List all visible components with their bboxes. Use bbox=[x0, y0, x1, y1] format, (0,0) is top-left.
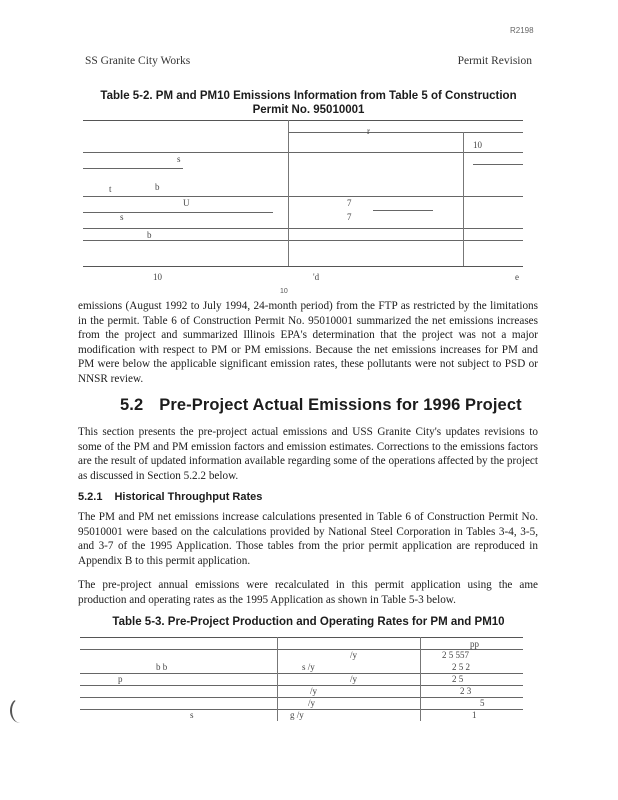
table-fragment: 7 bbox=[347, 198, 352, 208]
subsection-title: Historical Throughput Rates bbox=[114, 491, 263, 503]
table-fragment: b bbox=[155, 182, 160, 192]
header-left: SS Granite City Works bbox=[85, 55, 191, 67]
section-heading bbox=[120, 396, 522, 415]
table-fragment: r bbox=[367, 126, 370, 136]
scan-artifact-mark bbox=[10, 698, 30, 723]
paragraph: emissions (August 1992 to July 1994, 24-month period) from the FTP as restricted by the limitations in the permit. Table 6 of Construction Permit No. 95010001 summarized the net emissions increases from the project and summarized Illinois EPA's determination that the project was not a major modification with respect to PM or PM emissions. Because the net emissions increases for PM and PM were below the applicable significant emission rates, these pollutants were not subject to PSD or NNSR review. bbox=[78, 300, 538, 385]
section-title: Pre-Project Actual Emissions for 1996 Project bbox=[159, 396, 522, 414]
page-id: R2198 bbox=[510, 26, 534, 35]
paragraph: The pre-project annual emissions were recalculated in this permit application using the ame production and operating rates as the 1995 Application as shown in Table 5-3 below. bbox=[78, 579, 538, 606]
subsection-heading bbox=[78, 491, 262, 503]
table-cell: 2 5 2 bbox=[452, 662, 470, 672]
table-column-rule bbox=[277, 637, 278, 721]
table-fragment: b bbox=[147, 230, 152, 240]
table-5-2-note: 10 bbox=[280, 288, 288, 295]
table-cell: /y bbox=[310, 686, 318, 696]
section-number: 5.2 bbox=[120, 396, 144, 414]
table-fragment: s bbox=[120, 212, 124, 222]
table-rule bbox=[473, 164, 523, 165]
subsection-number: 5.2.1 bbox=[78, 491, 103, 503]
table-cell: /y bbox=[308, 698, 316, 708]
table-cell: 2 5 bbox=[452, 674, 464, 684]
table-rule bbox=[83, 266, 523, 267]
table-column-rule bbox=[463, 132, 464, 266]
table-rule bbox=[83, 212, 273, 213]
table-cell: /y bbox=[350, 650, 358, 660]
table-5-2-title-line2: Permit No. 95010001 bbox=[252, 104, 365, 116]
table-5-3-title: Table 5-3. Pre-Project Production and Operating Rates for PM and PM10 bbox=[112, 616, 505, 628]
table-cell: g /y bbox=[290, 710, 304, 720]
table-fragment: 'd bbox=[313, 272, 320, 282]
header-right: Permit Revision bbox=[457, 55, 532, 67]
table-cell: 5 bbox=[480, 698, 485, 708]
table-rule bbox=[80, 637, 523, 638]
table-column-rule bbox=[288, 120, 289, 266]
table-5-3 bbox=[80, 637, 523, 721]
table-rule bbox=[80, 685, 523, 686]
table-rule bbox=[83, 120, 523, 121]
table-rule bbox=[83, 228, 523, 229]
table-cell: s /y bbox=[302, 662, 315, 672]
table-cell: 2 3 bbox=[460, 686, 472, 696]
table-fragment: 7 bbox=[347, 212, 352, 222]
table-rule bbox=[80, 697, 523, 698]
table-column-rule bbox=[420, 637, 421, 721]
table-header-fragment: pp bbox=[470, 639, 479, 649]
table-cell: p bbox=[118, 674, 123, 684]
table-rule bbox=[83, 196, 523, 197]
table-rule bbox=[83, 240, 523, 241]
table-cell: /y bbox=[350, 674, 358, 684]
table-cell: s bbox=[190, 710, 194, 720]
table-fragment: s bbox=[177, 154, 181, 164]
table-fragment: 10 bbox=[153, 272, 162, 282]
table-fragment: U bbox=[183, 198, 190, 208]
table-rule bbox=[373, 210, 433, 211]
table-rule bbox=[83, 168, 183, 169]
table-fragment: e bbox=[515, 272, 519, 282]
table-fragment: t bbox=[109, 184, 112, 194]
table-cell: b b bbox=[156, 662, 168, 672]
table-5-2 bbox=[83, 120, 523, 290]
table-rule bbox=[83, 152, 523, 153]
table-fragment: 10 bbox=[473, 140, 482, 150]
paragraph: The PM and PM net emissions increase calculations presented in Table 6 of Construction Permit No. 95010001 were based on the calculations provided by National Steel Corporation in Tables 3-4, 3-5, and 3-7 of the 1995 Application. Those tables from the prior permit application are reproduced in Appendix B to this permit application. bbox=[78, 511, 538, 567]
table-5-2-title bbox=[60, 89, 557, 117]
table-cell: 1 bbox=[472, 710, 477, 720]
table-5-2-title-line1: Table 5-2. PM and PM10 Emissions Information from Table 5 of Construction bbox=[100, 90, 517, 102]
table-cell: 2 5 557 bbox=[442, 650, 469, 660]
table-rule bbox=[288, 132, 523, 133]
paragraph: This section presents the pre-project actual emissions and USS Granite City's updates revisions to some of the PM and PM emission factors and emission estimates. Corrections to the emissions factors are the result of updated information available regarding some of the operations affected by the project as discussed in Section 5.2.2 below. bbox=[78, 426, 538, 482]
